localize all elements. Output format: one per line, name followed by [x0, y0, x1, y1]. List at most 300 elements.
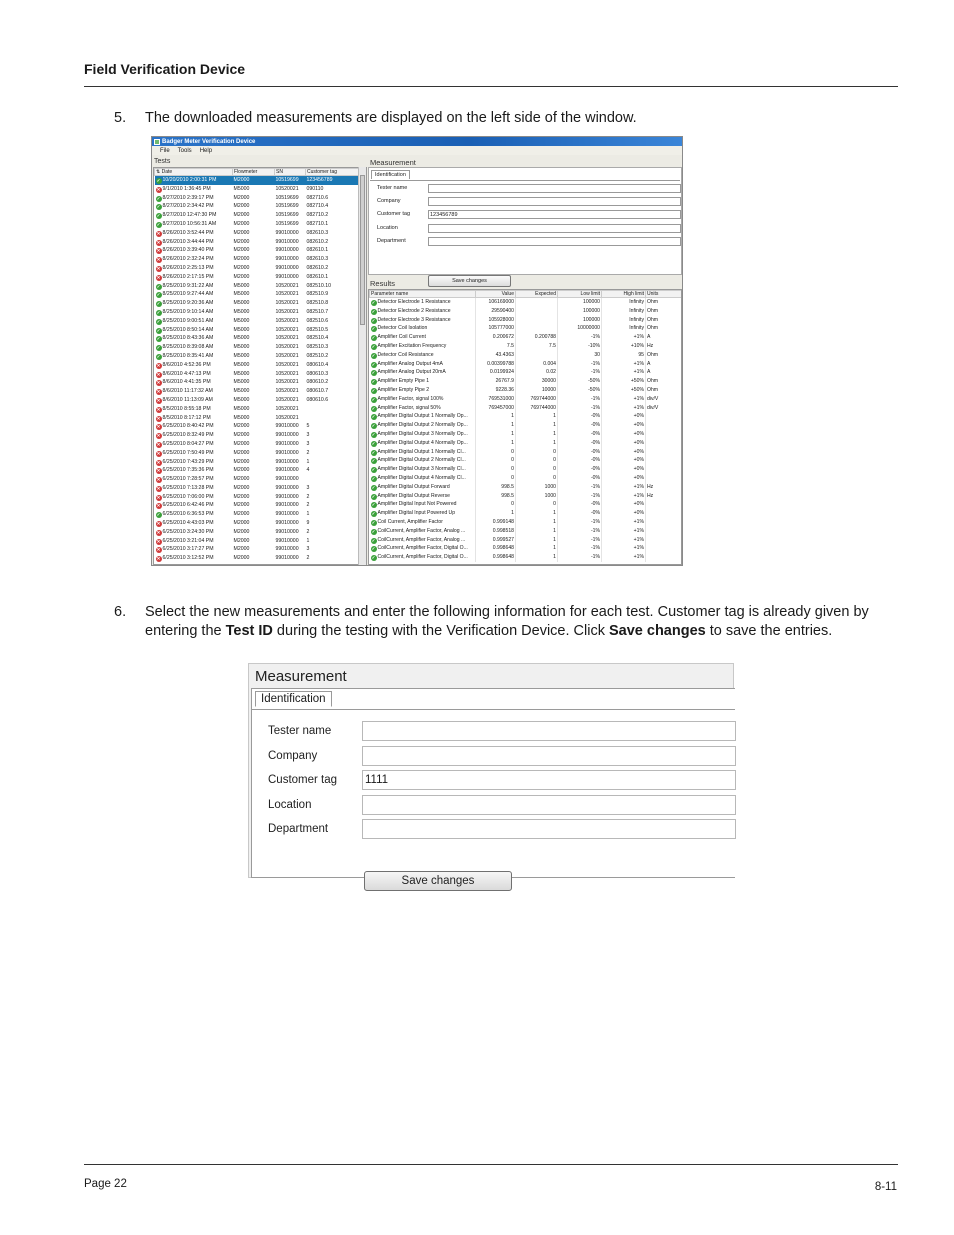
company-field[interactable] — [428, 197, 681, 206]
result-parameter: ✓ CoilCurrent, Amplifier Factor, Digital O... — [370, 544, 476, 553]
result-high-limit: +50% — [602, 386, 646, 395]
result-parameter: ✓ Amplifier Digital Output 3 Normally Op... — [370, 430, 476, 439]
result-low-limit: -0% — [558, 456, 602, 465]
result-high-limit: +1% — [602, 544, 646, 553]
table-row[interactable] — [155, 343, 360, 352]
tests-col-date[interactable]: ⇅ Date — [155, 169, 233, 176]
test-tag: 082610.3 — [306, 256, 329, 263]
result-units — [646, 544, 683, 553]
fail-x-icon: ✕ — [156, 380, 161, 386]
result-low-limit: -0% — [558, 448, 602, 457]
result-low-limit: -1% — [558, 536, 602, 545]
table-row[interactable] — [155, 282, 360, 291]
test-tag: 082510.7 — [306, 308, 329, 315]
header-divider — [84, 86, 898, 87]
table-row[interactable] — [155, 422, 360, 431]
customer-tag-label: Customer tag — [377, 211, 411, 217]
result-value: 0 — [476, 456, 516, 465]
test-tag: 2 — [306, 528, 310, 535]
result-parameter: ✓ Amplifier Digital Input Powered Up — [370, 509, 476, 518]
result-low-limit: 100000 — [558, 316, 602, 325]
table-row[interactable] — [370, 544, 683, 553]
table-row[interactable] — [155, 431, 360, 440]
test-tag: 3 — [306, 484, 310, 491]
table-row[interactable] — [155, 299, 360, 308]
pass-check-icon: ✓ — [156, 301, 161, 307]
table-row[interactable] — [370, 439, 683, 448]
table-row[interactable] — [155, 475, 360, 484]
department-field[interactable] — [362, 819, 736, 839]
tester-name-field[interactable] — [362, 721, 736, 741]
step-5-number: 5. — [114, 110, 127, 126]
test-sn: 99010000 — [275, 555, 299, 562]
test-flowmeter: M5000 — [233, 352, 250, 359]
test-date: ✕ 9/1/2010 1:36:45 PM — [156, 185, 211, 192]
table-row[interactable] — [155, 220, 360, 229]
location-field[interactable] — [362, 795, 736, 815]
table-row[interactable] — [370, 324, 683, 333]
result-low-limit: -50% — [558, 386, 602, 395]
test-date: ✕ 6/25/2010 7:13:28 PM — [156, 484, 214, 491]
menu-help[interactable]: Help — [199, 147, 213, 154]
result-units — [646, 553, 683, 562]
test-sn: 10519699 — [275, 194, 299, 201]
result-parameter: ✓ Amplifier Digital Output 4 Normally Op... — [370, 439, 476, 448]
results-col-value[interactable]: Value — [476, 291, 516, 298]
table-row[interactable] — [370, 492, 683, 501]
table-row[interactable] — [370, 351, 683, 360]
fail-x-icon: ✕ — [156, 186, 161, 192]
table-row[interactable] — [155, 528, 360, 537]
result-parameter: ✓ Amplifier Factor, signal 50% — [370, 404, 476, 413]
test-sn: 10519699 — [275, 203, 299, 210]
test-tag — [306, 414, 360, 423]
test-date: ✕ 6/25/2010 6:42:46 PM — [156, 502, 214, 509]
result-value: 106169000 — [476, 298, 516, 307]
result-low-limit: -0% — [558, 439, 602, 448]
table-row[interactable] — [155, 255, 360, 264]
test-flowmeter: M5000 — [233, 185, 250, 192]
fail-x-icon: ✕ — [156, 274, 161, 280]
result-units — [646, 536, 683, 545]
table-row[interactable] — [155, 317, 360, 326]
test-date: ✕ 8/6/2010 4:41:35 PM — [156, 379, 211, 386]
result-value: 29590400 — [476, 307, 516, 316]
table-row[interactable] — [155, 554, 360, 563]
result-expected: 10000 — [516, 386, 558, 395]
fail-x-icon: ✕ — [156, 362, 161, 368]
tester-name-field[interactable] — [428, 184, 681, 193]
result-high-limit: +0% — [602, 421, 646, 430]
test-date: ✕ 8/26/2010 3:44:44 PM — [156, 238, 214, 245]
test-flowmeter: M2000 — [233, 194, 250, 201]
test-sn: 99010000 — [275, 537, 299, 544]
company-field[interactable] — [362, 746, 736, 766]
test-tag: 9 — [306, 520, 310, 527]
result-units: A — [646, 368, 683, 377]
result-high-limit: +0% — [602, 430, 646, 439]
test-date: ✓ 8/27/2010 10:56:31 AM — [156, 220, 217, 227]
test-sn: 99010000 — [275, 511, 299, 518]
result-units — [646, 509, 683, 518]
test-flowmeter: M2000 — [233, 467, 250, 474]
table-row[interactable] — [155, 387, 360, 396]
app-icon — [154, 139, 160, 145]
test-flowmeter: M5000 — [233, 344, 250, 351]
result-value: 0.998648 — [476, 553, 516, 562]
results-col-low-limit[interactable]: Low limit — [558, 291, 602, 298]
fail-x-icon: ✕ — [156, 477, 161, 483]
test-date: ✓ 6/25/2010 6:36:53 PM — [156, 511, 214, 518]
result-high-limit: +50% — [602, 377, 646, 386]
identification-tab-content — [251, 688, 735, 887]
fail-x-icon: ✕ — [156, 459, 161, 465]
table-row[interactable] — [155, 246, 360, 255]
result-low-limit: -50% — [558, 377, 602, 386]
tests-col-flowmeter[interactable]: Flowmeter — [233, 169, 275, 176]
app-title-bar — [152, 137, 682, 146]
table-row[interactable] — [155, 405, 360, 414]
test-sn: 10519699 — [275, 176, 306, 185]
results-col-parameter[interactable]: Parameter name — [370, 291, 476, 298]
table-row[interactable] — [155, 458, 360, 467]
test-date: ✕ 8/26/2010 2:17:15 PM — [156, 273, 214, 280]
menu-tools[interactable]: Tools — [177, 147, 192, 154]
app-window-screenshot — [151, 136, 683, 566]
table-row[interactable] — [155, 501, 360, 510]
test-tag: 082510.9 — [306, 291, 329, 298]
table-row[interactable] — [370, 368, 683, 377]
test-tag: 082510.2 — [306, 352, 329, 359]
result-value: 769457000 — [476, 404, 516, 413]
test-sn: 10520021 — [275, 335, 299, 342]
result-low-limit: -1% — [558, 527, 602, 536]
measurement-title: Measurement — [255, 668, 347, 685]
table-row[interactable] — [155, 545, 360, 554]
pass-check-icon: ✓ — [371, 308, 376, 314]
table-row[interactable] — [370, 483, 683, 492]
department-label: Department — [377, 238, 406, 244]
test-sn: 10520021 — [275, 317, 299, 324]
pass-check-icon: ✓ — [371, 519, 376, 525]
result-value: 1 — [476, 430, 516, 439]
tests-col-sn[interactable]: SN — [275, 169, 306, 176]
table-row[interactable] — [370, 307, 683, 316]
table-row[interactable] — [370, 386, 683, 395]
location-label: Location — [268, 799, 312, 811]
test-date: ✓ 8/27/2010 12:47:30 PM — [156, 212, 217, 219]
pass-check-icon: ✓ — [156, 292, 161, 298]
table-row[interactable] — [370, 500, 683, 509]
test-tag: 082610.1 — [306, 273, 329, 280]
pass-check-icon: ✓ — [371, 387, 376, 393]
result-expected — [516, 351, 558, 360]
table-row[interactable] — [370, 430, 683, 439]
pass-check-icon: ✓ — [371, 361, 376, 367]
customer-tag-field[interactable]: 123456789 — [428, 210, 681, 219]
test-sn: 10520021 — [275, 361, 299, 368]
table-row[interactable] — [370, 527, 683, 536]
fail-x-icon: ✕ — [156, 406, 161, 412]
test-sn: 99010000 — [275, 458, 299, 465]
result-value: 998.5 — [476, 483, 516, 492]
result-value: 43.4363 — [476, 351, 516, 360]
fail-x-icon: ✕ — [156, 239, 161, 245]
test-date: ✕ 8/26/2010 3:39:40 PM — [156, 247, 214, 254]
table-row[interactable] — [370, 360, 683, 369]
form-row — [377, 197, 677, 207]
result-high-limit: +1% — [602, 527, 646, 536]
tests-scrollbar-thumb[interactable] — [360, 175, 365, 325]
table-row[interactable] — [155, 290, 360, 299]
test-sn: 10520021 — [275, 414, 299, 421]
table-row[interactable] — [155, 273, 360, 282]
result-value: 1 — [476, 421, 516, 430]
test-date: ✕ 6/25/2010 3:12:52 PM — [156, 555, 214, 562]
fail-x-icon: ✕ — [156, 503, 161, 509]
table-row[interactable] — [155, 537, 360, 546]
table-row[interactable] — [155, 440, 360, 449]
tests-label: Tests — [154, 158, 171, 165]
test-id-emphasis: Test ID — [225, 623, 273, 639]
table-row[interactable] — [155, 194, 360, 203]
results-label: Results — [370, 279, 396, 288]
fail-x-icon: ✕ — [156, 547, 161, 553]
result-expected: 1 — [516, 430, 558, 439]
menu-file[interactable]: File — [160, 147, 170, 154]
test-date: ✓ 8/25/2010 8:39:08 AM — [156, 344, 214, 351]
page-header-title: Field Verification Device — [84, 61, 246, 77]
table-row[interactable] — [370, 465, 683, 474]
test-date: ✕ 6/25/2010 3:21:04 PM — [156, 537, 214, 544]
form-row — [377, 237, 677, 247]
result-units — [646, 500, 683, 509]
test-sn: 99010000 — [275, 256, 299, 263]
location-label: Location — [377, 225, 398, 231]
test-sn: 99010000 — [275, 423, 299, 430]
result-units: div/V — [646, 395, 683, 404]
table-row[interactable] — [370, 298, 683, 307]
pass-check-icon: ✓ — [371, 528, 376, 534]
customer-tag-label: Customer tag — [268, 774, 338, 786]
table-row[interactable] — [370, 536, 683, 545]
tests-col-customer-tag[interactable]: Customer tag — [306, 169, 360, 176]
pass-check-icon: ✓ — [371, 352, 376, 358]
table-row[interactable] — [155, 449, 360, 458]
location-field[interactable] — [428, 224, 681, 233]
result-high-limit: +1% — [602, 395, 646, 404]
results-col-units[interactable]: Units — [646, 291, 683, 298]
test-flowmeter: M2000 — [233, 449, 250, 456]
result-parameter: ✓ Amplifier Digital Output Reverse — [370, 492, 476, 501]
table-row[interactable] — [155, 484, 360, 493]
department-field[interactable] — [428, 237, 681, 246]
table-row[interactable] — [370, 474, 683, 483]
table-row[interactable] — [155, 238, 360, 247]
table-row[interactable] — [370, 316, 683, 325]
pass-check-icon: ✓ — [371, 555, 376, 561]
table-row[interactable] — [370, 518, 683, 527]
test-sn: 99010000 — [275, 432, 299, 439]
section-number: 8-11 — [874, 1181, 897, 1193]
result-low-limit: 100000 — [558, 298, 602, 307]
test-flowmeter: M2000 — [233, 273, 250, 280]
table-row[interactable] — [155, 414, 360, 423]
test-sn: 99010000 — [275, 546, 299, 553]
test-date: ✕ 6/25/2010 8:04:27 PM — [156, 440, 214, 447]
test-date: ✓ 8/27/2010 2:34:42 PM — [156, 203, 214, 210]
table-row[interactable] — [370, 553, 683, 562]
pass-check-icon: ✓ — [371, 335, 376, 341]
pass-check-icon: ✓ — [371, 546, 376, 552]
test-date: ✕ 8/26/2010 3:52:44 PM — [156, 229, 214, 236]
table-row[interactable] — [155, 326, 360, 335]
table-row[interactable] — [155, 229, 360, 238]
test-tag — [306, 475, 360, 484]
pass-check-icon: ✓ — [371, 405, 376, 411]
table-row[interactable] — [370, 456, 683, 465]
table-row[interactable] — [155, 211, 360, 220]
test-tag: 5 — [306, 423, 310, 430]
fail-x-icon: ✕ — [156, 230, 161, 236]
result-high-limit: +1% — [602, 360, 646, 369]
tab-identification-small[interactable]: Identification — [371, 170, 410, 179]
form-row — [377, 224, 677, 234]
app-body — [152, 155, 682, 565]
result-units: Ohm — [646, 386, 683, 395]
table-row[interactable] — [370, 395, 683, 404]
table-row[interactable] — [370, 404, 683, 413]
test-flowmeter: M2000 — [233, 502, 250, 509]
result-expected: 1 — [516, 421, 558, 430]
result-value: 1 — [476, 509, 516, 518]
result-expected: 0 — [516, 448, 558, 457]
table-row[interactable] — [155, 396, 360, 405]
step-5-text: The downloaded measurements are displayed on the left side of the window. — [145, 110, 637, 126]
result-high-limit: +0% — [602, 456, 646, 465]
test-tag: 082610.2 — [306, 238, 329, 245]
table-row[interactable] — [155, 378, 360, 387]
result-value: 7.5 — [476, 342, 516, 351]
pass-check-icon: ✓ — [156, 353, 161, 359]
test-flowmeter: M2000 — [233, 440, 250, 447]
table-row[interactable] — [155, 361, 360, 370]
test-flowmeter: M5000 — [233, 317, 250, 324]
company-label: Company — [268, 750, 318, 762]
table-row[interactable] — [155, 466, 360, 475]
table-row[interactable] — [155, 264, 360, 273]
result-value: 26767.9 — [476, 377, 516, 386]
save-changes-button-small[interactable]: Save changes — [428, 275, 511, 287]
table-row[interactable] — [370, 377, 683, 386]
test-flowmeter: M5000 — [233, 388, 250, 395]
table-row[interactable] — [155, 308, 360, 317]
pass-check-icon: ✓ — [371, 414, 376, 420]
result-units — [646, 527, 683, 536]
results-col-high-limit[interactable]: High limit — [602, 291, 646, 298]
result-units: Ohm — [646, 377, 683, 386]
result-high-limit: +0% — [602, 412, 646, 421]
test-sn: 99010000 — [275, 264, 299, 271]
table-row[interactable] — [370, 509, 683, 518]
table-row[interactable] — [155, 176, 360, 185]
table-row[interactable] — [370, 342, 683, 351]
result-units: A — [646, 360, 683, 369]
test-date: ✓ 8/25/2010 9:20:36 AM — [156, 300, 214, 307]
result-high-limit: Infinity — [602, 307, 646, 316]
table-row[interactable] — [155, 519, 360, 528]
tests-scrollbar[interactable] — [358, 167, 366, 565]
table-row[interactable] — [370, 421, 683, 430]
test-date: ✕ 6/25/2010 3:17:27 PM — [156, 546, 214, 553]
result-expected: 1000 — [516, 483, 558, 492]
results-list — [368, 289, 682, 565]
result-high-limit: +0% — [602, 500, 646, 509]
result-value: 105777000 — [476, 324, 516, 333]
table-row[interactable] — [155, 334, 360, 343]
result-low-limit: 30 — [558, 351, 602, 360]
fail-x-icon: ✕ — [156, 521, 161, 527]
result-low-limit: -0% — [558, 474, 602, 483]
table-row[interactable] — [155, 202, 360, 211]
test-flowmeter: M5000 — [233, 370, 250, 377]
test-flowmeter: M5000 — [233, 396, 250, 403]
result-high-limit: +0% — [602, 509, 646, 518]
tab-identification[interactable]: Identification — [255, 691, 332, 707]
result-units — [646, 448, 683, 457]
test-tag: 082610.1 — [306, 247, 329, 254]
result-low-limit: -0% — [558, 500, 602, 509]
result-parameter: ✓ Amplifier Factor, signal 100% — [370, 395, 476, 404]
test-date: ✕ 8/6/2010 4:52:36 PM — [156, 361, 211, 368]
results-col-expected[interactable]: Expected — [516, 291, 558, 298]
result-units: Ohm — [646, 351, 683, 360]
test-tag: 082510.4 — [306, 335, 329, 342]
fail-x-icon: ✕ — [156, 424, 161, 430]
table-row[interactable] — [155, 352, 360, 361]
table-row[interactable] — [155, 493, 360, 502]
test-flowmeter: M2000 — [233, 546, 250, 553]
result-high-limit: +0% — [602, 439, 646, 448]
pass-check-icon: ✓ — [371, 449, 376, 455]
result-low-limit: -0% — [558, 412, 602, 421]
table-row[interactable] — [370, 448, 683, 457]
table-row[interactable] — [370, 333, 683, 342]
result-parameter: ✓ Detector Electrode 3 Resistance — [370, 316, 476, 325]
result-units: Ohm — [646, 316, 683, 325]
pass-check-icon: ✓ — [371, 537, 376, 543]
fail-x-icon: ✕ — [156, 450, 161, 456]
table-row[interactable] — [370, 412, 683, 421]
test-tag: 082510.10 — [306, 282, 332, 289]
table-row[interactable] — [155, 185, 360, 194]
test-tag: 082710.1 — [306, 220, 329, 227]
customer-tag-field[interactable]: 1111 — [362, 770, 736, 790]
pass-check-icon: ✓ — [156, 318, 161, 324]
table-row[interactable] — [155, 370, 360, 379]
result-units: A — [646, 333, 683, 342]
test-date: ✕ 6/25/2010 7:06:00 PM — [156, 493, 214, 500]
save-changes-button[interactable]: Save changes — [364, 871, 512, 891]
test-flowmeter: M5000 — [233, 405, 250, 412]
test-tag: 080610.3 — [306, 370, 329, 377]
table-row[interactable] — [155, 510, 360, 519]
result-expected — [516, 316, 558, 325]
test-tag: 082710.4 — [306, 203, 329, 210]
pass-check-icon: ✓ — [371, 370, 376, 376]
form-row — [377, 184, 677, 194]
result-high-limit: Infinity — [602, 298, 646, 307]
